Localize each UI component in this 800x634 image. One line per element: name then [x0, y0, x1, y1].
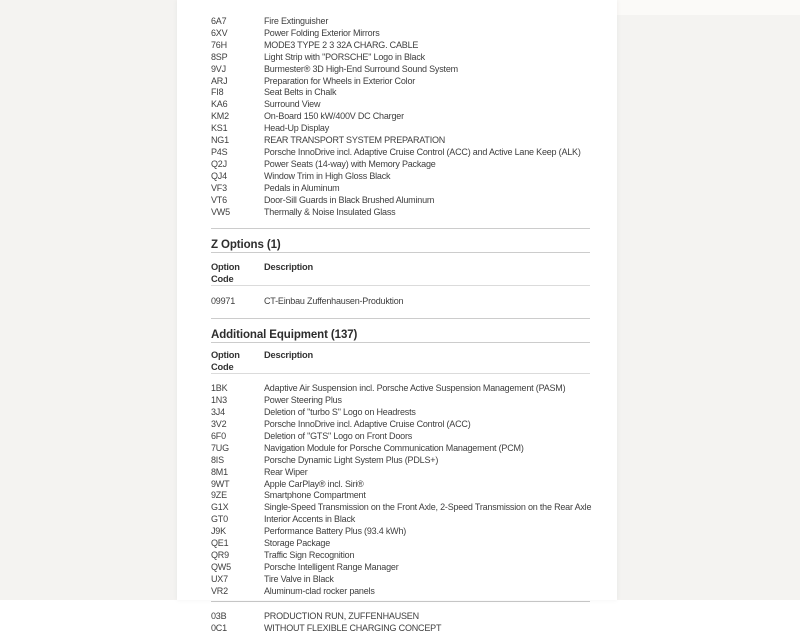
option-description: CT-Einbau Zuffenhausen-Produktion	[264, 296, 404, 307]
option-row	[211, 40, 590, 52]
section-divider	[211, 228, 590, 229]
option-description: Deletion of "turbo S" Logo on Headrests	[264, 407, 416, 418]
option-code: KA6	[211, 99, 228, 110]
option-description: Apple CarPlay® incl. Siri®	[264, 478, 364, 489]
list-break-divider	[211, 601, 590, 602]
option-description: Adaptive Air Suspension incl. Porsche Active Suspension Management (PASM)	[264, 383, 566, 394]
option-code: KS1	[211, 123, 228, 134]
option-code: 1N3	[211, 395, 227, 406]
option-code: VW5	[211, 206, 230, 217]
option-description: Fire Extinguisher	[264, 16, 329, 26]
option-row	[211, 171, 590, 183]
option-row	[211, 99, 590, 111]
option-code: VR2	[211, 585, 228, 596]
option-code: 1BK	[211, 383, 228, 394]
option-row	[211, 28, 590, 40]
option-row	[211, 443, 590, 455]
option-row	[211, 550, 590, 562]
option-row	[211, 479, 590, 491]
column-header-description: Description	[264, 262, 313, 273]
option-code: 6F0	[211, 430, 226, 441]
option-description: Porsche InnoDrive incl. Adaptive Cruise Control (ACC)	[264, 419, 471, 430]
z-options-list	[211, 296, 590, 308]
option-description: Preparation for Wheels in Exterior Color	[264, 75, 416, 86]
option-description: Burmester® 3D High-End Surround Sound System	[264, 63, 458, 74]
option-code: Q2J	[211, 158, 227, 169]
option-code: FI8	[211, 87, 224, 98]
option-description: Porsche InnoDrive incl. Adaptive Cruise Control (ACC) and Active Lane Keep (ALK)	[264, 146, 581, 157]
option-code: 03B	[211, 610, 227, 621]
option-row	[211, 87, 590, 99]
option-row	[211, 455, 590, 467]
section-title-z-options: Z Options (1)	[211, 239, 281, 252]
option-row	[211, 207, 590, 219]
option-description: Porsche Intelligent Range Manager	[264, 561, 399, 572]
option-code: 0C1	[211, 622, 227, 633]
option-row	[211, 526, 590, 538]
option-row	[211, 419, 590, 431]
option-code: QW5	[211, 561, 231, 572]
option-description: WITHOUT FLEXIBLE CHARGING CONCEPT	[264, 622, 442, 633]
option-description: Deletion of "GTS" Logo on Front Doors	[264, 430, 413, 441]
option-row	[211, 16, 590, 28]
option-description: Light Strip with "PORSCHE" Logo in Black	[264, 51, 425, 62]
option-description: Storage Package	[264, 538, 331, 549]
option-description: Tire Valve in Black	[264, 573, 334, 584]
option-row	[211, 183, 590, 195]
option-row	[211, 586, 590, 598]
option-code: 6A7	[211, 16, 227, 26]
option-description: Power Steering Plus	[264, 395, 342, 406]
option-description: Power Seats (14-way) with Memory Package	[264, 158, 436, 169]
option-row	[211, 538, 590, 550]
option-description: Performance Battery Plus (93.4 kWh)	[264, 526, 407, 537]
option-row	[211, 623, 590, 634]
option-code: UX7	[211, 573, 228, 584]
option-description: Power Folding Exterior Mirrors	[264, 27, 380, 38]
column-header-option-code: Option Code	[211, 350, 240, 373]
additional-equipment-list-continued	[211, 611, 590, 634]
section-title-additional-equipment: Additional Equipment (137)	[211, 329, 358, 342]
option-code: 8SP	[211, 51, 228, 62]
option-description: Pedals in Aluminum	[264, 182, 340, 193]
option-row	[211, 574, 590, 586]
option-description: Window Trim in High Gloss Black	[264, 170, 391, 181]
column-header-underline	[211, 285, 590, 286]
section-title-underline	[211, 252, 590, 253]
section-divider	[211, 318, 590, 319]
option-row	[211, 147, 590, 159]
option-row	[211, 135, 590, 147]
option-code: 76H	[211, 39, 227, 50]
option-row	[211, 467, 590, 479]
column-header-option-code: Option Code	[211, 262, 240, 285]
background-top-strip	[617, 0, 800, 15]
build-sheet-card	[177, 0, 617, 633]
option-row	[211, 490, 590, 502]
column-header-description: Description	[264, 350, 313, 361]
table-column-header	[211, 261, 590, 285]
option-code: 9ZE	[211, 490, 227, 501]
option-row	[211, 159, 590, 171]
option-description: Traffic Sign Recognition	[264, 550, 355, 560]
option-code: 8M1	[211, 466, 228, 477]
option-code: VT6	[211, 194, 227, 205]
option-row	[211, 611, 590, 623]
option-row	[211, 195, 590, 207]
option-code: 09971	[211, 296, 236, 307]
option-code: 3V2	[211, 419, 227, 430]
option-row	[211, 502, 590, 514]
option-description: Smartphone Compartment	[264, 490, 366, 501]
option-description: Porsche Dynamic Light System Plus (PDLS+)	[264, 454, 439, 465]
option-description: Surround View	[264, 99, 321, 110]
option-row	[211, 562, 590, 574]
option-description: Interior Accents in Black	[264, 514, 356, 525]
option-description: Door-Sill Guards in Black Brushed Aluminum	[264, 194, 435, 205]
option-description: MODE3 TYPE 2 3 32A CHARG. CABLE	[264, 39, 419, 50]
option-row	[211, 52, 590, 64]
option-description: On-Board 150 kW/400V DC Charger	[264, 111, 404, 122]
option-description: Single-Speed Transmission on the Front Axle, 2-Speed Transmission on the Rear Axle	[264, 502, 592, 513]
option-code: QJ4	[211, 170, 227, 181]
option-row	[211, 395, 590, 407]
option-code: QE1	[211, 538, 229, 549]
option-row	[211, 76, 590, 88]
option-code: GT0	[211, 514, 228, 525]
option-description: Navigation Module for Porsche Communication Management (PCM)	[264, 442, 524, 453]
option-code: VF3	[211, 182, 227, 193]
option-row	[211, 514, 590, 526]
option-code: 6XV	[211, 27, 228, 38]
option-description: Seat Belts in Chalk	[264, 87, 337, 98]
option-row	[211, 123, 590, 135]
option-code: 9WT	[211, 478, 230, 489]
option-code: QR9	[211, 550, 229, 560]
section-title-underline	[211, 342, 590, 343]
option-code: ARJ	[211, 75, 228, 86]
option-list-top	[211, 16, 590, 218]
column-header-underline	[211, 373, 590, 374]
option-code: G1X	[211, 502, 229, 513]
option-code: J9K	[211, 526, 226, 537]
additional-equipment-list	[211, 383, 590, 597]
option-description: Rear Wiper	[264, 466, 308, 477]
option-row	[211, 296, 590, 308]
option-row	[211, 111, 590, 123]
option-row	[211, 407, 590, 419]
option-code: P4S	[211, 146, 228, 157]
option-code: NG1	[211, 135, 229, 146]
option-row	[211, 431, 590, 443]
option-description: Thermally & Noise Insulated Glass	[264, 206, 396, 217]
table-column-header	[211, 349, 590, 373]
option-code: 9VJ	[211, 63, 226, 74]
option-code: 3J4	[211, 407, 225, 418]
option-description: PRODUCTION RUN, ZUFFENHAUSEN	[264, 610, 419, 621]
option-code: 7UG	[211, 442, 229, 453]
option-description: Aluminum-clad rocker panels	[264, 585, 375, 596]
option-row	[211, 383, 590, 395]
option-code: KM2	[211, 111, 229, 122]
option-description: Head-Up Display	[264, 123, 330, 134]
option-code: 8IS	[211, 454, 224, 465]
option-row	[211, 64, 590, 76]
option-description: REAR TRANSPORT SYSTEM PREPARATION	[264, 135, 446, 146]
